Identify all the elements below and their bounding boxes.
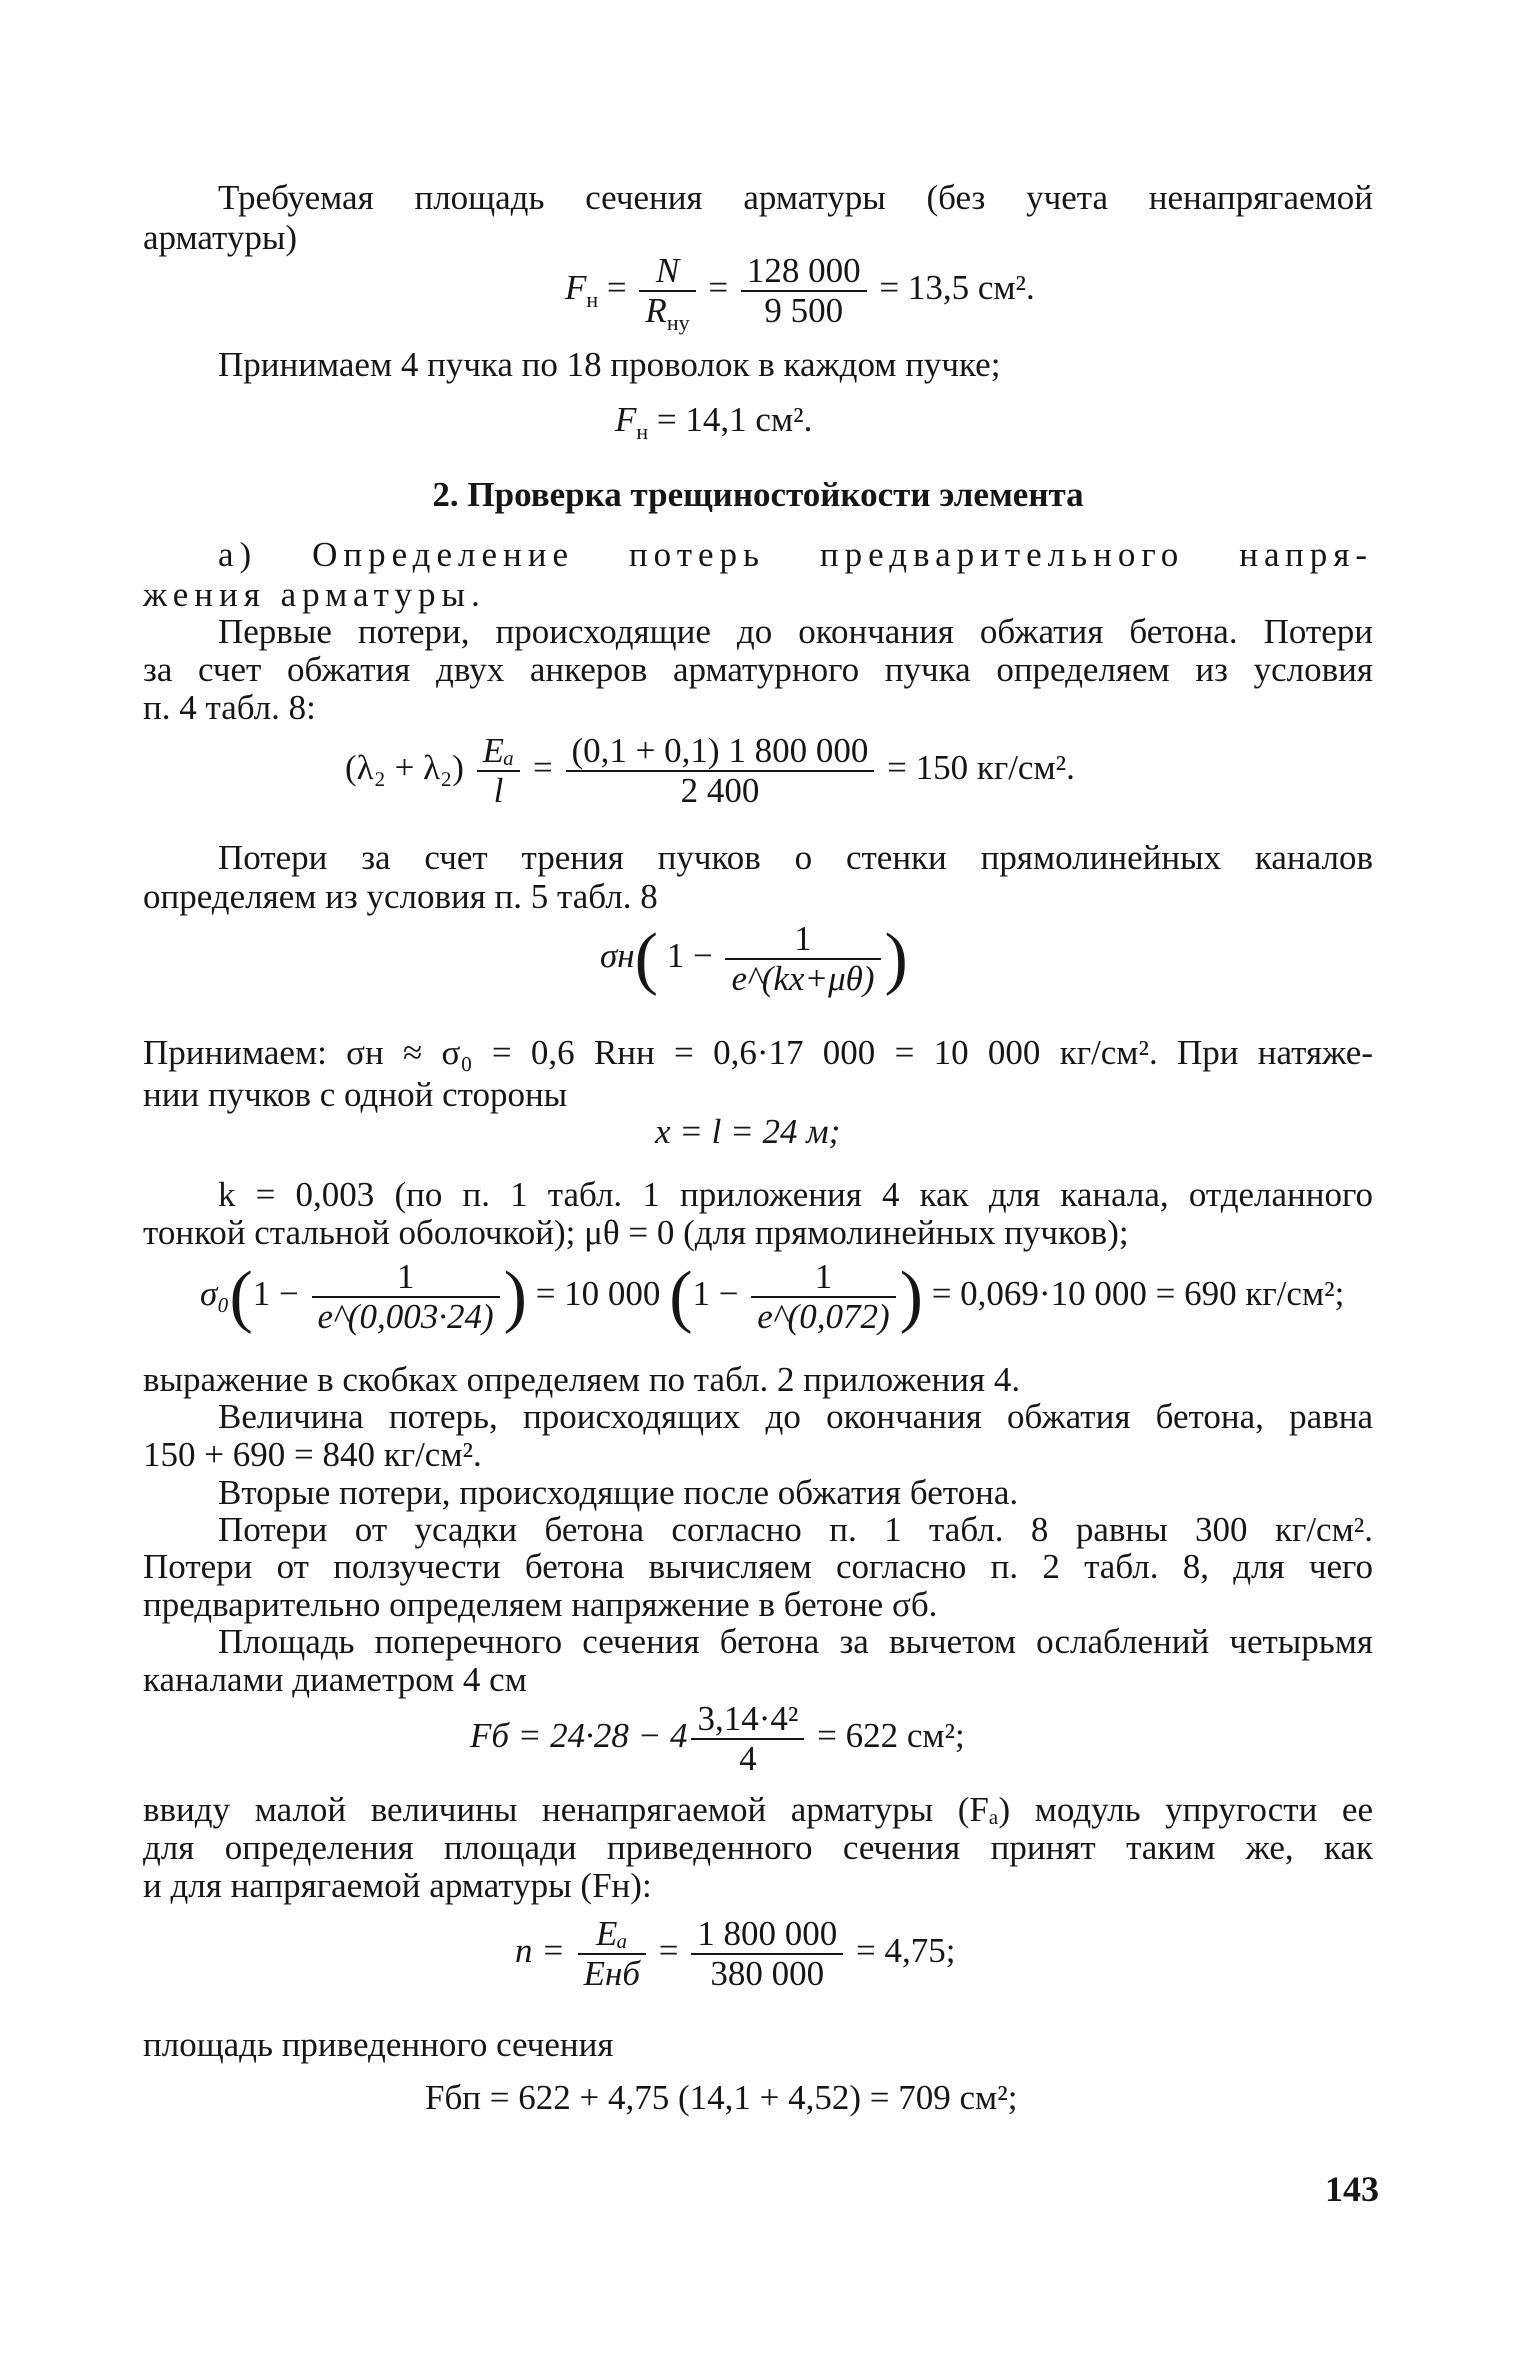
subsection-title: а) Определение потерь предварительного напря- xyxy=(218,535,1373,574)
subsection-title: жения арматуры. xyxy=(143,575,486,614)
paragraph-line: для определения площади приведенного сечения принят таким же, как xyxy=(143,1828,1373,1867)
paragraph-line: Потери от усадки бетона согласно п. 1 табл. 8 равны 300 кг/см². xyxy=(218,1510,1373,1549)
paragraph-line: Первые потери, происходящие до окончания обжатия бетона. Потери xyxy=(218,612,1373,651)
section-heading: 2. Проверка трещиностойкости элемента xyxy=(432,475,1084,514)
formula-length: x = l = 24 м; xyxy=(655,1112,841,1151)
paragraph-line: k = 0,003 (по п. 1 табл. 1 приложения 4 как для канала, отделанного xyxy=(218,1175,1373,1214)
paragraph-line: Величина потерь, происходящих до окончания обжатия бетона, равна xyxy=(218,1397,1373,1436)
formula-reduced-area: Fбп = 622 + 4,75 (14,1 + 4,52) = 709 см²; xyxy=(425,2078,1018,2117)
paragraph-line: Вторые потери, происходящие после обжатия бетона. xyxy=(218,1473,1019,1512)
paragraph-line: Площадь поперечного сечения бетона за вычетом ослаблений четырьмя xyxy=(218,1622,1373,1661)
formula-friction-result: σ₀(1 − $\frac{1}{e\^{}(0,003\cdot 24)}$ ) = 10 000 (1 − $\frac{1}{e\^{}(0,072)}$ ) = 0,069·10 000 = 690 кг/см²; xyxy=(200,1257,1345,1336)
paragraph-line: тонкой стальной оболочкой); μθ = 0 (для прямолинейных пучков); xyxy=(143,1213,1129,1252)
paragraph-line: предварительно определяем напряжение в бетоне σб. xyxy=(143,1585,938,1624)
paragraph-line: арматуры) xyxy=(143,218,298,257)
paragraph-line: каналами диаметром 4 см xyxy=(143,1660,527,1699)
paragraph-line: и для напрягаемой арматуры (Fн): xyxy=(143,1866,652,1905)
paragraph-line: нии пучков с одной стороны xyxy=(143,1075,568,1114)
formula-accepted-area: $F_н = 14,1$ см². xyxy=(615,400,813,444)
paragraph-line: 150 + 690 = 840 кг/см². xyxy=(143,1435,482,1474)
paragraph-line: площадь приведенного сечения xyxy=(143,2025,614,2064)
paragraph-line: выражение в скобках определяем по табл. 2 приложения 4. xyxy=(143,1360,1021,1399)
paragraph-line: п. 4 табл. 8: xyxy=(143,688,316,727)
paragraph-line: Потери от ползучести бетона вычисляем согласно п. 2 табл. 8, для чего xyxy=(143,1547,1373,1586)
formula-concrete-area: Fб = 24·28 − 4 $\frac{\text{3,14·4²}}{4}$ = 622 см²; xyxy=(470,1699,965,1778)
paragraph-line: ввиду малой величины ненапрягаемой арматуры (Fₐ) модуль упругости ее xyxy=(143,1790,1373,1829)
page-number: 143 xyxy=(1325,2169,1379,2209)
formula-modulus-ratio: n = $\frac{\text{Eₐ}}{\text{Eнб}}$ = $\frac{1 800 000}{380 000}$ = 4,75; xyxy=(515,1914,956,1993)
paragraph-line: Принимаем: σн ≈ σ₀ = 0,6 Rнн = 0,6·17 000 = 10 000 кг/см². При натяже- xyxy=(143,1033,1373,1072)
paragraph-line: за счет обжатия двух анкеров арматурного пучка определяем из условия xyxy=(143,650,1373,689)
paragraph-line: Требуемая площадь сечения арматуры (без учета ненапрягаемой xyxy=(218,178,1373,217)
formula-friction-loss: σн( 1 − $\frac{1}{e\^{}(kx+\mu\theta)}$ ) xyxy=(600,919,908,998)
paragraph-line: определяем из условия п. 5 табл. 8 xyxy=(143,877,658,916)
paragraph-line: Потери за счет трения пучков о стенки прямолинейных каналов xyxy=(218,838,1373,877)
formula-anchor-loss: (λ₂ + λ₂) $\frac{\text{Eₐ}}{l}$ = $\frac{(0,1 + 0,1) 1 800 000}{2 400}$ = 150 кг/см². xyxy=(345,731,1075,810)
paragraph-line: Принимаем 4 пучка по 18 проволок в каждом пучке; xyxy=(218,345,1001,384)
formula-required-area: $F_н$ = $\frac{N}{R_{ну}}$ = $\frac{128 000}{9 500}$ = 13,5 см². xyxy=(565,251,1035,335)
